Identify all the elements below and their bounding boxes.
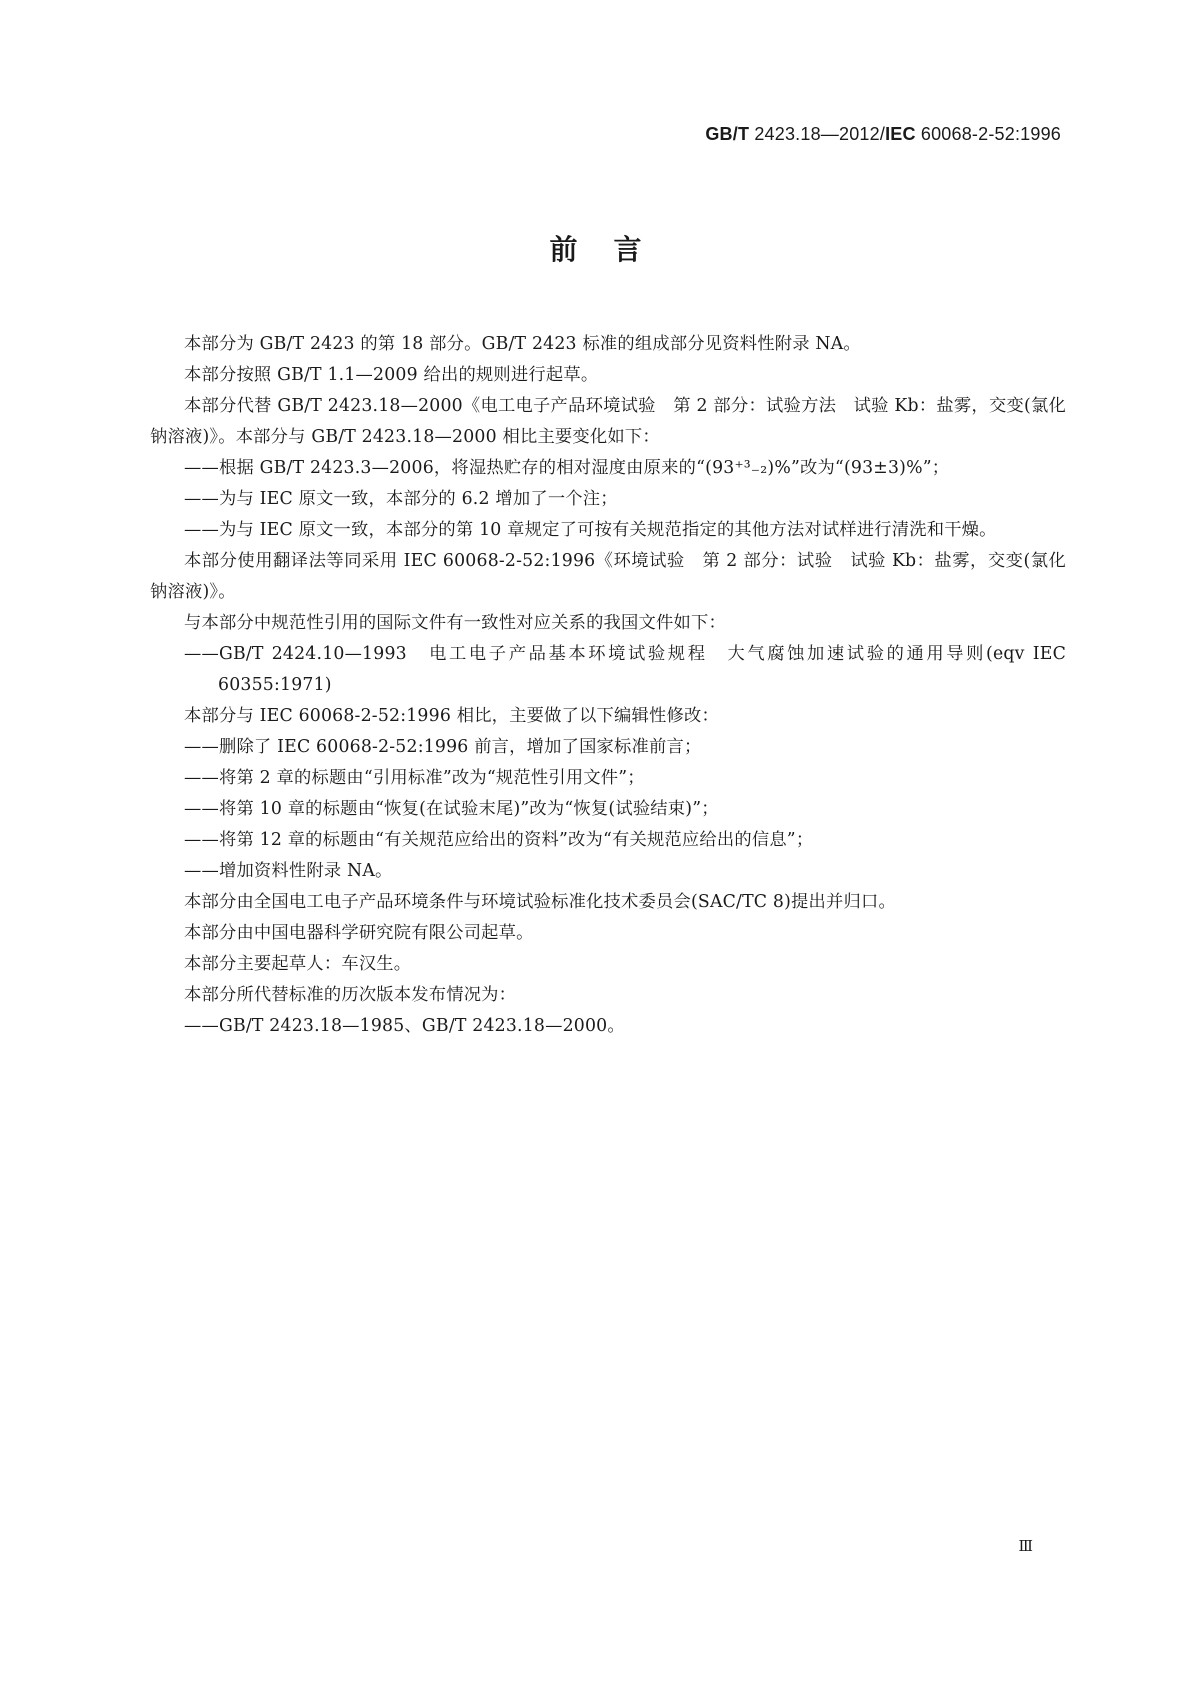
list-item: ——删除了 IEC 60068-2-52:1996 前言，增加了国家标准前言； xyxy=(184,737,702,757)
paragraph: 本部分由中国电器科学研究院有限公司起草。 xyxy=(184,923,534,943)
paragraph: 本部分由全国电工电子产品环境条件与环境试验标准化技术委员会(SAC/TC 8)提出并归口。 xyxy=(184,892,896,912)
list-item: ——为与 IEC 原文一致，本部分的第 10 章规定了可按有关规范指定的其他方法对试样进行清洗和干燥。 xyxy=(184,520,997,540)
list-item: ——为与 IEC 原文一致，本部分的 6.2 增加了一个注； xyxy=(184,489,618,509)
page-number: Ⅲ xyxy=(1018,1537,1033,1555)
paragraph: 本部分主要起草人：车汉生。 xyxy=(184,954,412,974)
paragraph: 与本部分中规范性引用的国际文件有一致性对应关系的我国文件如下： xyxy=(184,613,726,633)
list-item: ——增加资料性附录 NA。 xyxy=(184,861,393,881)
list-item: ——将第 2 章的标题由“引用标准”改为“规范性引用文件”； xyxy=(184,768,645,788)
foreword-body xyxy=(150,329,1066,1042)
paragraph: 本部分所代替标准的历次版本发布情况为： xyxy=(184,985,517,1005)
document-code-header xyxy=(705,124,1061,145)
paragraph: 本部分与 IEC 60068-2-52:1996 相比，主要做了以下编辑性修改： xyxy=(184,706,719,726)
page-title: 前言 xyxy=(549,233,678,266)
list-item: ——GB/T 2424.10—1993 电工电子产品基本环境试验规程 大气腐蚀加速试验的通用导则(eqv IEC 60355:1971) xyxy=(184,644,1066,695)
header-code-part: 60068-2-52:1996 xyxy=(915,124,1061,144)
header-code-part: IEC xyxy=(885,124,916,144)
header-code-part: 2423.18—2012/ xyxy=(749,124,886,144)
list-item: ——将第 12 章的标题由“有关规范应给出的资料”改为“有关规范应给出的信息”； xyxy=(184,830,814,850)
paragraph: 本部分代替 GB/T 2423.18—2000《电工电子产品环境试验 第 2 部分：试验方法 试验 Kb：盐雾，交变(氯化钠溶液)》。本部分与 GB/T 2423.18—2000 相比主要变化如下： xyxy=(150,396,1066,447)
list-item: ——将第 10 章的标题由“恢复(在试验末尾)”改为“恢复(试验结束)”； xyxy=(184,799,719,819)
list-item: ——根据 GB/T 2423.3—2006，将湿热贮存的相对湿度由原来的“(93⁺³₋₂)%”改为“(93±3)%”； xyxy=(184,458,950,478)
paragraph: 本部分按照 GB/T 1.1—2009 给出的规则进行起草。 xyxy=(184,365,599,385)
header-code-part: GB/T xyxy=(705,124,750,144)
list-item: ——GB/T 2423.18—1985、GB/T 2423.18—2000。 xyxy=(184,1016,625,1036)
paragraph: 本部分使用翻译法等同采用 IEC 60068-2-52:1996《环境试验 第 2 部分：试验 试验 Kb：盐雾，交变(氯化钠溶液)》。 xyxy=(150,551,1066,602)
paragraph: 本部分为 GB/T 2423 的第 18 部分。GB/T 2423 标准的组成部分见资料性附录 NA。 xyxy=(184,334,861,354)
